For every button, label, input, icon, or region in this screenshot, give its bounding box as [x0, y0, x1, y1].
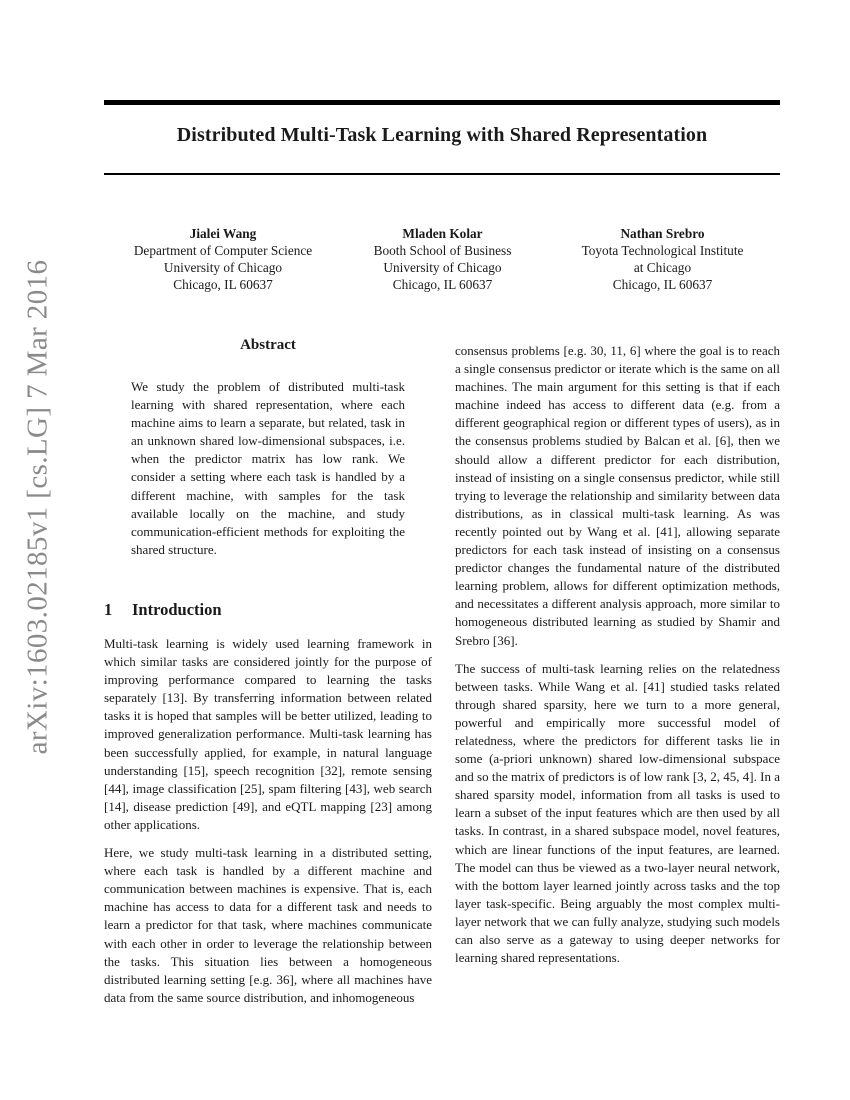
paragraph: The success of multi-task learning relies on the relatedness between tasks. While Wang et al. [41] studied tasks related through shared sparsity, here we turn to a more general, powerful and empirically more successful model of relatedness, where the predictors for different tasks lie in some (a-priori unknown) shared low-dimensional subspace and so the matrix of predictors is of low rank [3, 2, 45, 4]. In a shared sparsity model, information from all tasks is used to learn a subset of the input features which are then used by all tasks. In contrast, in a shared subspace model, novel features, which are linear functions of the input features, are learned. The model can thus be viewed as a two-layer neural network, with the bottom layer learned jointly across tasks and the top layer task-specific. Being arguably the most complex multi-layer network that we can fully analyze, studying such models can also serve as a gateway to using deeper networks for learning shared representations.	[455, 660, 780, 966]
section-heading	[104, 600, 222, 620]
author-affiliation: Booth School of Business	[373, 243, 512, 258]
author-name: Jialei Wang	[189, 226, 257, 241]
author-address: Chicago, IL 60637	[612, 277, 713, 292]
right-column	[455, 342, 780, 977]
author-block	[340, 225, 545, 293]
arxiv-stamp	[0, 0, 60, 1100]
section-number: 1	[104, 600, 113, 619]
author-block	[550, 225, 775, 293]
author-affiliation: at Chicago	[633, 260, 692, 275]
left-column	[104, 635, 432, 1017]
paper-title: Distributed Multi-Task Learning with Shared Representation	[176, 124, 708, 146]
title-rule-top	[104, 100, 780, 105]
section-title: Introduction	[132, 600, 222, 619]
paragraph: Multi-task learning is widely used learning framework in which similar tasks are considered jointly for the purpose of improving performance compared to learning the tasks separately [13]. By transferring information between related tasks it is hoped that samples will be better utilized, leading to improved generalization performance. Multi-task learning has been successfully applied, for example, in natural language understanding [15], speech recognition [32], remote sensing [44], image classification [25], spam filtering [43], web search [14], disease prediction [49], and eQTL mapping [23] among other applications.	[104, 636, 432, 832]
paragraph: consensus problems [e.g. 30, 11, 6] where the goal is to reach a single consensus predictor or iterate which is the same on all machines. The main argument for this setting is that if each machine indeed has access to different data (e.g. from a different geographical region or different types of users), as in the consensus problems studied by Balcan et al. [6], then we should allow a different predictor for each distribution, instead of insisting on a single consensus predictor, while still trying to leverage the relationship and similarity between data distributions, as in classical multi-task learning. As was recently pointed out by Wang et al. [41], allowing separate predictors for each task instead of insisting on a consensus predictor changes the fundamental nature of the distributed learning problem, allows for different optimization methods, and necessitates a different analysis approach, more similar to homogeneous distributed learning as studied by Shamir and Srebro [36].	[455, 343, 780, 648]
author-affiliation: University of Chicago	[383, 260, 502, 275]
author-address: Chicago, IL 60637	[173, 277, 273, 292]
author-affiliation: Toyota Technological Institute	[581, 243, 744, 258]
author-affiliation: University of Chicago	[163, 260, 283, 275]
author-name: Nathan Srebro	[620, 226, 705, 241]
arxiv-id: arXiv:1603.02185v1 [cs.LG] 7 Mar 2016	[21, 259, 54, 755]
author-address: Chicago, IL 60637	[392, 277, 493, 292]
author-block	[108, 225, 338, 293]
abstract-heading: Abstract	[240, 337, 296, 353]
paragraph: Here, we study multi-task learning in a distributed setting, where each task is handled by a different machine and communication between machines is expensive. That is, each machine has access to data for a different task and needs to learn a predictor for that task, where machines communicate with each other in order to leverage the relationship between the tasks. This situation lies between a homogeneous distributed learning setting [e.g. 36], where all machines have data from the same source distribution, and inhomogeneous	[104, 845, 432, 1005]
author-affiliation: Department of Computer Science	[133, 243, 313, 258]
author-name: Mladen Kolar	[402, 226, 483, 241]
abstract-text: We study the problem of distributed multi-task learning with shared representation, where each machine aims to learn a separate, but related, task in an unknown shared low-dimensional subspaces, i.e. when the predictor matrix has low rank. We consider a setting where each task is handled by a different machine, with samples for the task available locally on the machine, and study communication-efficient methods for exploiting the shared structure.	[131, 379, 405, 557]
title-rule-bottom	[104, 173, 780, 175]
